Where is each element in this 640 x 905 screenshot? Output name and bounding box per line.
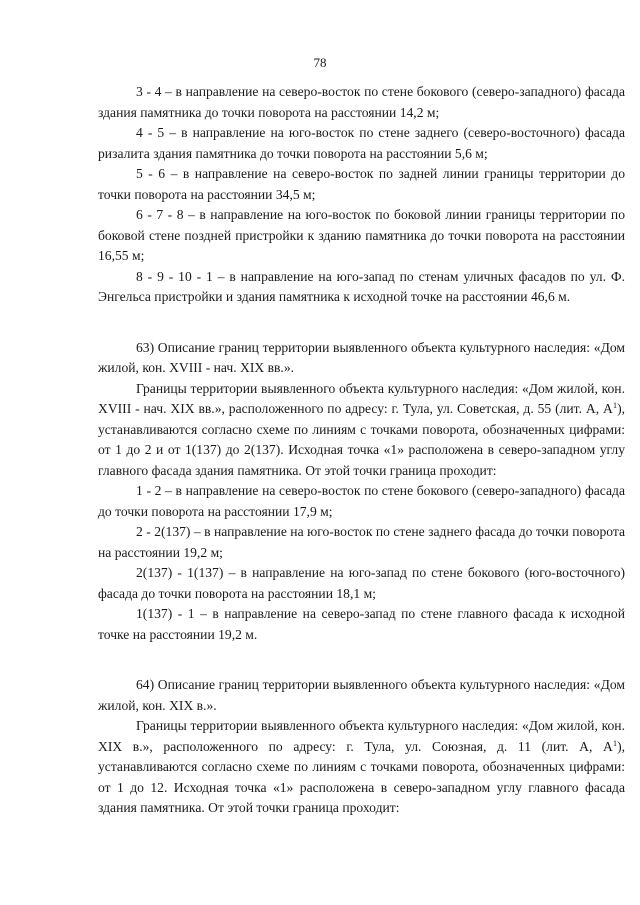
section-63-segment-2-2-137: 2 - 2(137) – в направление на юго-восток по стене заднего фасада до точки поворота на расстоянии 19,2 м; [98, 524, 625, 560]
section-63-segment-1-137-1: 1(137) - 1 – в направление на северо-запад по стене главного фасада к исходной точке на расстоянии 19,2 м. [98, 606, 625, 642]
section-spacer [98, 308, 625, 338]
boundary-segment-8-9-10-1: 8 - 9 - 10 - 1 – в направление на юго-запад по стенам уличных фасадов по ул. Ф. Энгельса пристройки и здания памятника к исходной точке на расстоянии 46,6 м. [98, 268, 625, 304]
section-63-body-text: Границы территории выявленного объекта культурного наследия: «Дом жилой, кон. XVIII - нач. XIX вв.», расположенного по адресу: г. Тула, ул. Советская, д. 55 (лит. А, А [98, 380, 625, 416]
section-63-body-text-cont: ), устанавливаются согласно схеме по линиям с точками поворота, обозначенных цифрами: от 1 до 2 и от 1(137) до 2(137). Исходная точка «1» расположена в северо-западном углу главного фасада здания памятника. От этой точки граница проходит: [98, 401, 625, 478]
section-64-body-text: Границы территории выявленного объекта культурного наследия: «Дом жилой, кон. XIX в.», расположенного по адресу: г. Тула, ул. Союзная, д. 11 (лит. А, А [98, 718, 625, 754]
boundary-segment-5-6: 5 - 6 – в направление на северо-восток по задней линии границы территории до точки поворота на расстоянии 34,5 м; [98, 166, 625, 202]
section-63-heading: 63) Описание границ территории выявленного объекта культурного наследия: «Дом жилой, кон. XVIII - нач. XIX вв.». [98, 339, 625, 375]
section-63-segment-1-2: 1 - 2 – в направление на северо-восток по стене бокового (северо-западного) фасада до точки поворота на расстоянии 17,9 м; [98, 483, 625, 519]
section-64-body-text-cont: ), устанавливаются согласно схеме по линиям с точками поворота, обозначенных цифрами: от 1 до 12. Исходная точка «1» расположена в северо-западном углу главного фасада здания памятника. От этой точки граница проходит: [98, 738, 625, 815]
section-63-segment-2-137-1-137: 2(137) - 1(137) – в направление на юго-запад по стене бокового (юго-восточного) фасада до точки поворота на расстоянии 18,1 м; [98, 565, 625, 601]
section-64-superscript: 1 [612, 737, 618, 748]
page-number: 78 [313, 55, 327, 70]
section-spacer [98, 645, 625, 675]
page-content [98, 82, 625, 819]
boundary-segment-4-5: 4 - 5 – в направление на юго-восток по стене заднего (северо-восточного) фасада ризалита здания памятника до точки поворота на расстоянии 5,6 м; [98, 125, 625, 161]
section-64-body [98, 716, 625, 819]
boundary-segment-3-4: 3 - 4 – в направление на северо-восток по стене бокового (северо-западного) фасада здания памятника до точки поворота на расстоянии 14,2 м; [98, 84, 625, 120]
boundary-segment-6-7-8: 6 - 7 - 8 – в направление на юго-восток по боковой линии границы территории по боковой стене поздней пристройки к зданию памятника до точки поворота на расстоянии 16,55 м; [98, 207, 625, 263]
section-64-heading: 64) Описание границ территории выявленного объекта культурного наследия: «Дом жилой, кон. XIX в.». [98, 677, 625, 713]
section-63-body [98, 379, 625, 482]
section-63-superscript: 1 [612, 400, 618, 410]
